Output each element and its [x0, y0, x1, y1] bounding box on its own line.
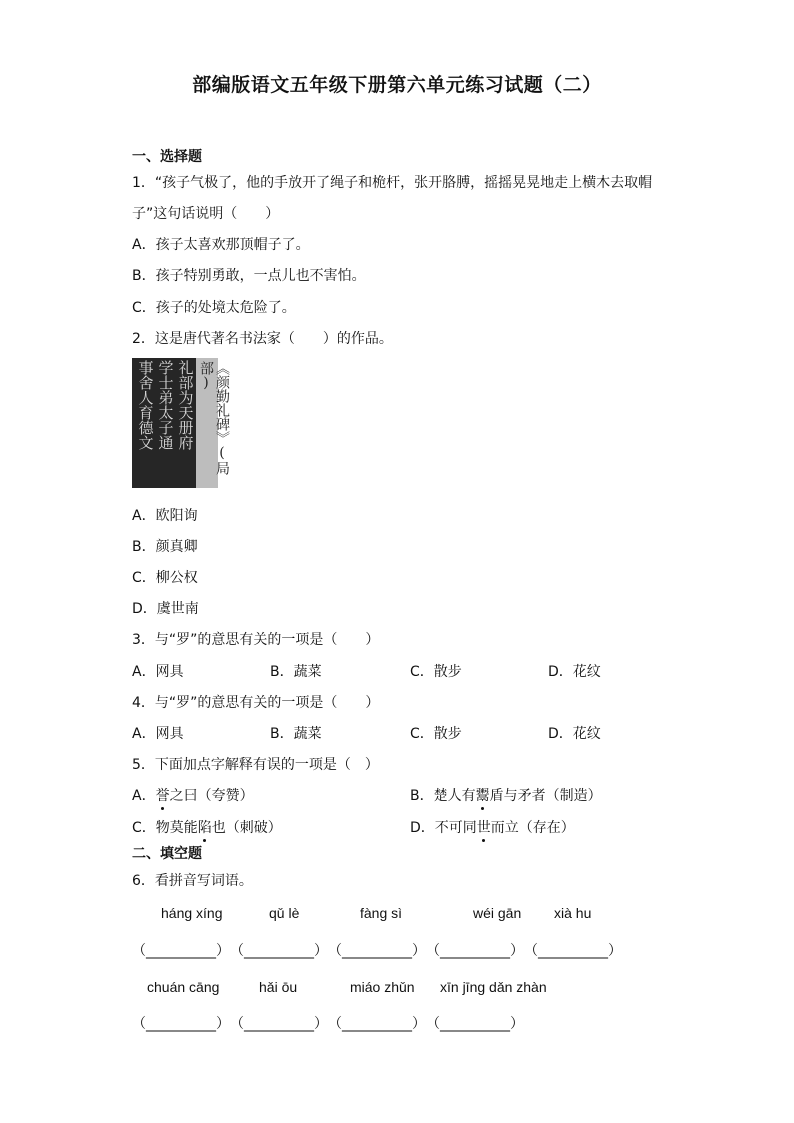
pinyin-5: xià hu	[554, 905, 592, 921]
option-rest: 而立（存在）	[490, 820, 575, 836]
answer-blank-3[interactable]: （__________）	[328, 943, 426, 959]
question-4-option-a: A．网具	[132, 726, 184, 742]
rubbing-column-1: 礼部为天册府	[176, 360, 195, 450]
rubbing-caption-strip	[196, 358, 230, 488]
question-3-option-b: B．蔬菜	[270, 664, 322, 680]
section-heading-fill: 二、填空题	[132, 846, 202, 862]
pinyin-2: qǔ lè	[269, 905, 300, 921]
question-1-line-2: 子”这句话说明（ ）	[132, 206, 280, 222]
pinyin-6: chuán cāng	[147, 979, 220, 995]
question-2-option-a: A．欧阳询	[132, 508, 198, 524]
dotted-char: 誉	[156, 785, 170, 805]
question-5-option-b	[410, 785, 602, 805]
question-4-text: 4．与“罗”的意思有关的一项是（ ）	[132, 695, 380, 711]
question-5-option-c	[132, 817, 282, 837]
answer-blank-9[interactable]: （__________）	[426, 1016, 524, 1032]
answer-blank-5[interactable]: （__________）	[524, 943, 622, 959]
rubbing-stone	[132, 358, 196, 488]
dotted-char: 陷	[198, 817, 212, 837]
question-2-option-b: B．颜真卿	[132, 539, 198, 555]
question-5-option-d	[410, 817, 575, 837]
option-rest: 之曰（夸赞）	[169, 788, 254, 804]
question-1-option-b: B．孩子特别勇敢，一点儿也不害怕。	[132, 268, 366, 284]
pinyin-4: wéi gān	[473, 905, 522, 921]
rubbing-column-3: 事舍人育德文	[136, 360, 155, 450]
answer-blank-8[interactable]: （__________）	[328, 1016, 426, 1032]
rubbing-caption: 《颜勤礼碑》(局部)	[198, 361, 230, 475]
question-4-option-c: C．散步	[410, 726, 462, 742]
answer-blank-6[interactable]: （__________）	[132, 1016, 230, 1032]
dotted-char: 世	[477, 817, 491, 837]
question-1-option-c: C．孩子的处境太危险了。	[132, 300, 296, 316]
pinyin-3: fàng sì	[360, 905, 403, 921]
answer-blank-4[interactable]: （__________）	[426, 943, 524, 959]
question-2-text: 2．这是唐代著名书法家（ ）的作品。	[132, 331, 393, 347]
question-3-option-c: C．散步	[410, 664, 462, 680]
option-prefix: C．物莫能	[132, 820, 198, 836]
option-prefix: D．不可同	[410, 820, 477, 836]
question-3-text: 3．与“罗”的意思有关的一项是（ ）	[132, 632, 380, 648]
question-5-option-a	[132, 785, 254, 805]
answer-blank-7[interactable]: （__________）	[230, 1016, 328, 1032]
question-1-line-1: 1．“孩子气极了，他的手放开了绳子和桅杆，张开胳膊，摇摇晃晃地走上横木去取帽	[132, 175, 653, 191]
question-3-option-d: D．花纹	[548, 664, 601, 680]
option-prefix: B．楚人有	[410, 788, 476, 804]
question-4-option-d: D．花纹	[548, 726, 601, 742]
question-2-option-c: C．柳公权	[132, 570, 198, 586]
question-2-option-d: D．虞世南	[132, 601, 199, 617]
dotted-char: 鬻	[476, 785, 490, 805]
answer-blank-1[interactable]: （__________）	[132, 943, 230, 959]
question-6-text: 6．看拼音写词语。	[132, 873, 253, 889]
option-rest: 也（刺破）	[211, 820, 282, 836]
question-5-text: 5．下面加点字解释有误的一项是（ ）	[132, 757, 379, 773]
option-prefix: A．	[132, 788, 156, 804]
pinyin-1: háng xíng	[161, 905, 223, 921]
option-rest: 盾与矛者（制造）	[489, 788, 602, 804]
section-heading-choice: 一、选择题	[132, 149, 202, 165]
question-1-option-a: A．孩子太喜欢那顶帽子了。	[132, 237, 310, 253]
pinyin-7: hǎi ōu	[259, 979, 298, 995]
pinyin-9: xīn jīng dǎn zhàn	[440, 979, 547, 995]
pinyin-8: miáo zhǔn	[350, 979, 415, 995]
rubbing-column-2: 学士弟太子通	[156, 360, 175, 450]
page-title: 部编版语文五年级下册第六单元练习试题（二）	[192, 74, 602, 96]
answer-blank-2[interactable]: （__________）	[230, 943, 328, 959]
calligraphy-rubbing-image	[132, 358, 230, 488]
question-3-option-a: A．网具	[132, 664, 184, 680]
question-4-option-b: B．蔬菜	[270, 726, 322, 742]
